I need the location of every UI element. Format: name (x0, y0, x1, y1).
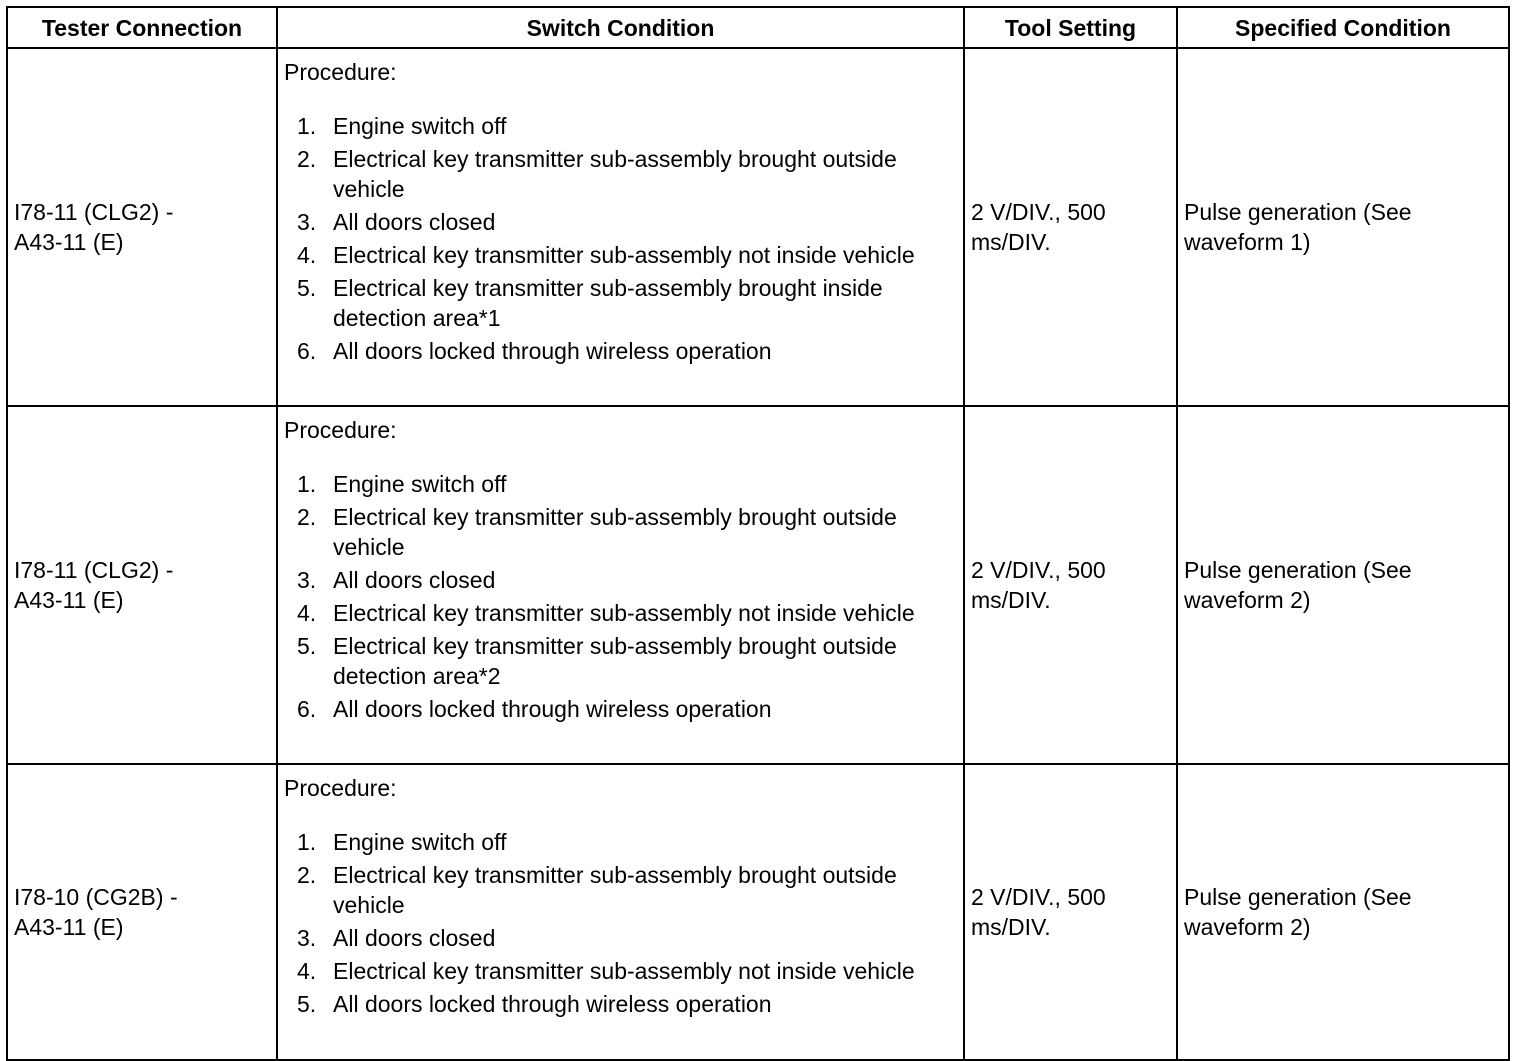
procedure-step (284, 860, 957, 920)
tool-setting-cell (964, 48, 1177, 406)
tester-connection-line: I78-11 (CLG2) - (14, 199, 174, 225)
step-text: Electrical key transmitter sub-assembly not inside vehicle (333, 958, 915, 984)
inspection-table (6, 6, 1510, 1061)
tool-setting-cell (964, 764, 1177, 1060)
procedure-step (284, 956, 957, 986)
step-number: 4. (297, 600, 317, 626)
procedure-step (284, 111, 957, 141)
specified-condition-line: waveform 2) (1184, 914, 1311, 940)
tester-connection-cell (7, 764, 277, 1060)
procedure-step (284, 631, 957, 691)
procedure-steps (284, 111, 957, 366)
step-number: 1. (297, 113, 317, 139)
step-text: Engine switch off (333, 829, 507, 855)
tool-setting-line: ms/DIV. (971, 587, 1051, 613)
specified-condition-line: Pulse generation (See (1184, 199, 1412, 225)
step-number: 1. (297, 829, 317, 855)
specified-condition-cell (1177, 406, 1509, 764)
specified-condition-line: waveform 2) (1184, 587, 1311, 613)
table-row (7, 764, 1509, 1060)
step-text: Engine switch off (333, 113, 507, 139)
procedure-step (284, 989, 957, 1019)
step-number: 2. (297, 504, 317, 530)
procedure-step (284, 240, 957, 270)
step-number: 5. (297, 633, 317, 659)
step-number: 3. (297, 209, 317, 235)
procedure-label: Procedure: (284, 775, 397, 801)
table-row (7, 48, 1509, 406)
step-text: Electrical key transmitter sub-assembly not inside vehicle (333, 242, 915, 268)
step-number: 1. (297, 471, 317, 497)
step-text: Engine switch off (333, 471, 507, 497)
specified-condition-line: waveform 1) (1184, 229, 1311, 255)
tool-setting-line: 2 V/DIV., 500 (971, 884, 1106, 910)
step-text: All doors closed (333, 925, 496, 951)
step-number: 2. (297, 146, 317, 172)
header-row (7, 7, 1509, 48)
step-text: All doors closed (333, 209, 496, 235)
step-number: 6. (297, 696, 317, 722)
procedure-step (284, 598, 957, 628)
step-number: 6. (297, 338, 317, 364)
procedure-step (284, 694, 957, 724)
tool-setting-line: ms/DIV. (971, 914, 1051, 940)
tester-connection-line: I78-10 (CG2B) - (14, 884, 178, 910)
tester-connection-cell (7, 48, 277, 406)
tool-setting-line: ms/DIV. (971, 229, 1051, 255)
step-number: 4. (297, 242, 317, 268)
specified-condition-line: Pulse generation (See (1184, 557, 1412, 583)
step-number: 3. (297, 925, 317, 951)
tester-connection-line: I78-11 (CLG2) - (14, 557, 174, 583)
procedure-label: Procedure: (284, 59, 397, 85)
step-text: Electrical key transmitter sub-assembly brought outside vehicle (333, 862, 897, 918)
procedure-steps (284, 469, 957, 724)
tester-connection-line: A43-11 (E) (14, 914, 124, 940)
procedure-step (284, 827, 957, 857)
procedure-label: Procedure: (284, 417, 397, 443)
procedure-step (284, 273, 957, 333)
step-text: Electrical key transmitter sub-assembly brought outside vehicle (333, 504, 897, 560)
step-text: Electrical key transmitter sub-assembly brought inside detection area*1 (333, 275, 883, 331)
step-text: Electrical key transmitter sub-assembly not inside vehicle (333, 600, 915, 626)
tool-setting-line: 2 V/DIV., 500 (971, 557, 1106, 583)
tester-connection-line: A43-11 (E) (14, 229, 124, 255)
step-text: All doors locked through wireless operation (333, 338, 772, 364)
tool-setting-line: 2 V/DIV., 500 (971, 199, 1106, 225)
tool-setting-cell (964, 406, 1177, 764)
header-switch-condition: Switch Condition (277, 7, 964, 48)
step-text: All doors locked through wireless operation (333, 991, 772, 1017)
step-text: Electrical key transmitter sub-assembly brought outside vehicle (333, 146, 897, 202)
procedure-step (284, 565, 957, 595)
step-number: 5. (297, 991, 317, 1017)
switch-condition-cell (277, 406, 964, 764)
procedure-steps (284, 827, 957, 1019)
tester-connection-cell (7, 406, 277, 764)
header-specified-condition: Specified Condition (1177, 7, 1509, 48)
procedure-step (284, 207, 957, 237)
procedure-step (284, 336, 957, 366)
specified-condition-cell (1177, 764, 1509, 1060)
step-number: 5. (297, 275, 317, 301)
step-number: 2. (297, 862, 317, 888)
specified-condition-line: Pulse generation (See (1184, 884, 1412, 910)
switch-condition-cell (277, 764, 964, 1060)
step-text: Electrical key transmitter sub-assembly brought outside detection area*2 (333, 633, 897, 689)
tester-connection-line: A43-11 (E) (14, 587, 124, 613)
step-number: 4. (297, 958, 317, 984)
switch-condition-cell (277, 48, 964, 406)
specified-condition-cell (1177, 48, 1509, 406)
header-tool-setting: Tool Setting (964, 7, 1177, 48)
procedure-step (284, 923, 957, 953)
header-tester-connection: Tester Connection (7, 7, 277, 48)
procedure-step (284, 469, 957, 499)
table-row (7, 406, 1509, 764)
procedure-step (284, 144, 957, 204)
step-text: All doors locked through wireless operation (333, 696, 772, 722)
step-text: All doors closed (333, 567, 496, 593)
step-number: 3. (297, 567, 317, 593)
procedure-step (284, 502, 957, 562)
